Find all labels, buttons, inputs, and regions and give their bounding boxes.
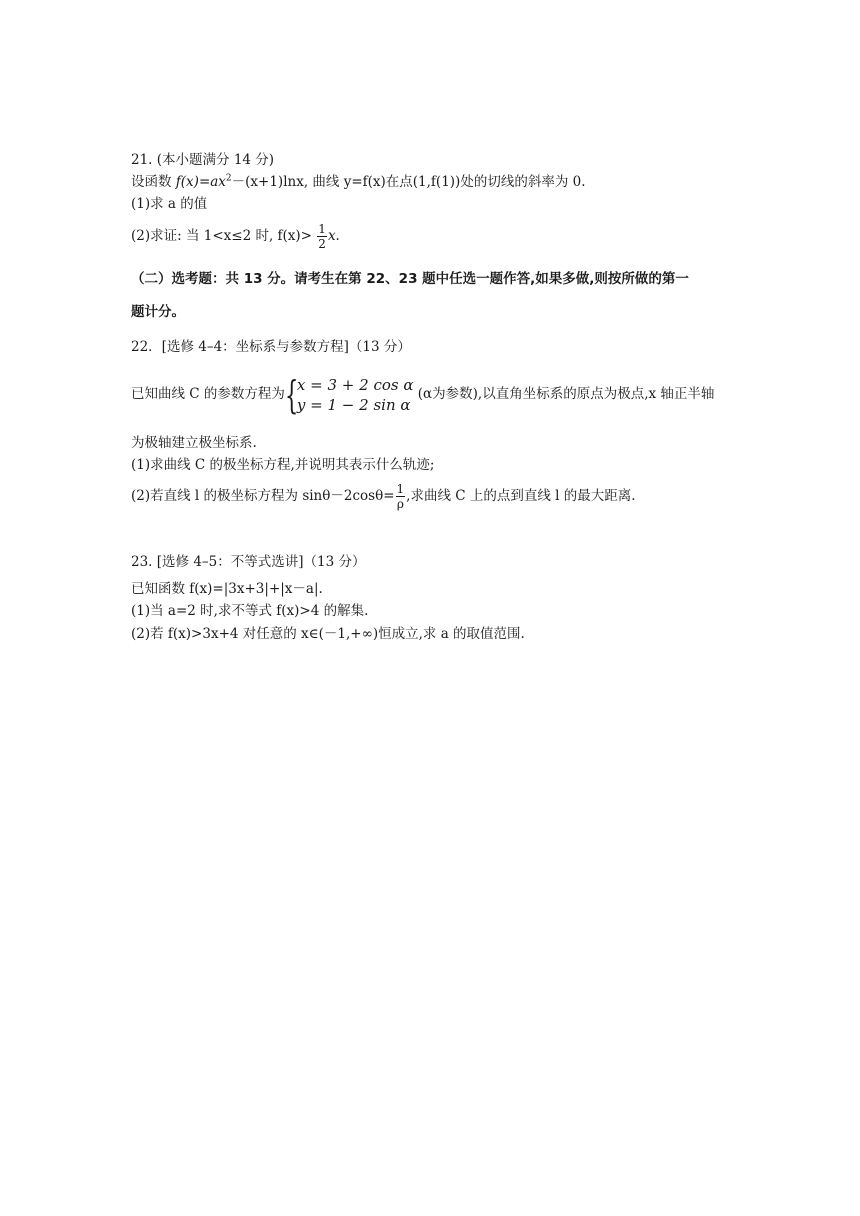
q21-title: 21. (本小题满分 14 分) (131, 152, 275, 168)
q22-stem-suffix: (α为参数),以直角坐标系的原点为极点,x 轴正半轴 (413, 386, 715, 402)
q22-part2 (131, 482, 636, 511)
q22-part2-suffix: ,求曲线 C 上的点到直线 l 的最大距离. (406, 488, 636, 504)
q21-exponent: 2 (225, 173, 232, 184)
q22-equation-system (284, 372, 414, 417)
q22-part2-prefix: (2)若直线 l 的极坐标方程为 sinθ－2cosθ= (131, 488, 395, 504)
optional-section-line2: 题计分。 (131, 304, 185, 320)
q23-title: 23. [选修 4–5：不等式选讲]（13 分） (131, 554, 366, 570)
q21-part2-suffix: x. (327, 228, 340, 244)
q21-part2-prefix: (2)求证: 当 1<x≤2 时, f(x)> (131, 228, 317, 244)
q21-frac-den: 2 (318, 237, 326, 251)
optional-section-line1: （二）选考题：共 13 分。请考生在第 22、23 题中任选一题作答,如果多做,则按所做的第一 (131, 271, 689, 287)
q23-part1: (1)当 a=2 时,求不等式 f(x)>4 的解集. (131, 603, 369, 619)
q23-part2: (2)若 f(x)>3x+4 对任意的 x∈(－1,+∞)恒成立,求 a 的取值范围. (131, 626, 525, 642)
q23-stem: 已知函数 f(x)=|3x+3|+|x－a|. (131, 581, 323, 597)
q21-stem (131, 173, 586, 191)
q22-stem (131, 372, 714, 416)
q21-frac-num: 1 (318, 222, 326, 236)
q21-stem-prefix: 设函数 (131, 174, 176, 190)
q21-fraction (317, 222, 327, 251)
brace-icon: { (284, 372, 299, 417)
q21-part2 (131, 222, 340, 251)
q21-func-lhs: f(x)=ax (175, 174, 226, 190)
q22-stem-prefix: 已知曲线 C 的参数方程为 (131, 386, 285, 402)
q21-part1: (1)求 a 的值 (131, 196, 208, 212)
q22-frac-num: 1 (396, 482, 405, 496)
q22-eq2: y = 1 − 2 sin α (296, 395, 411, 414)
q22-title: 22．[选修 4–4：坐标系与参数方程]（13 分） (131, 339, 411, 355)
q22-part1: (1)求曲线 C 的极坐标方程,并说明其表示什么轨迹; (131, 457, 435, 473)
q22-eq1: x = 3 + 2 cos α (296, 375, 414, 394)
q22-fraction (396, 482, 406, 511)
q22-frac-den: ρ (396, 497, 404, 511)
q21-func-rest: －(x+1)lnx, 曲线 y=f(x)在点(1,f(1))处的切线的斜率为 0. (231, 174, 586, 190)
q22-stem-line2: 为极轴建立极坐标系. (131, 435, 257, 451)
